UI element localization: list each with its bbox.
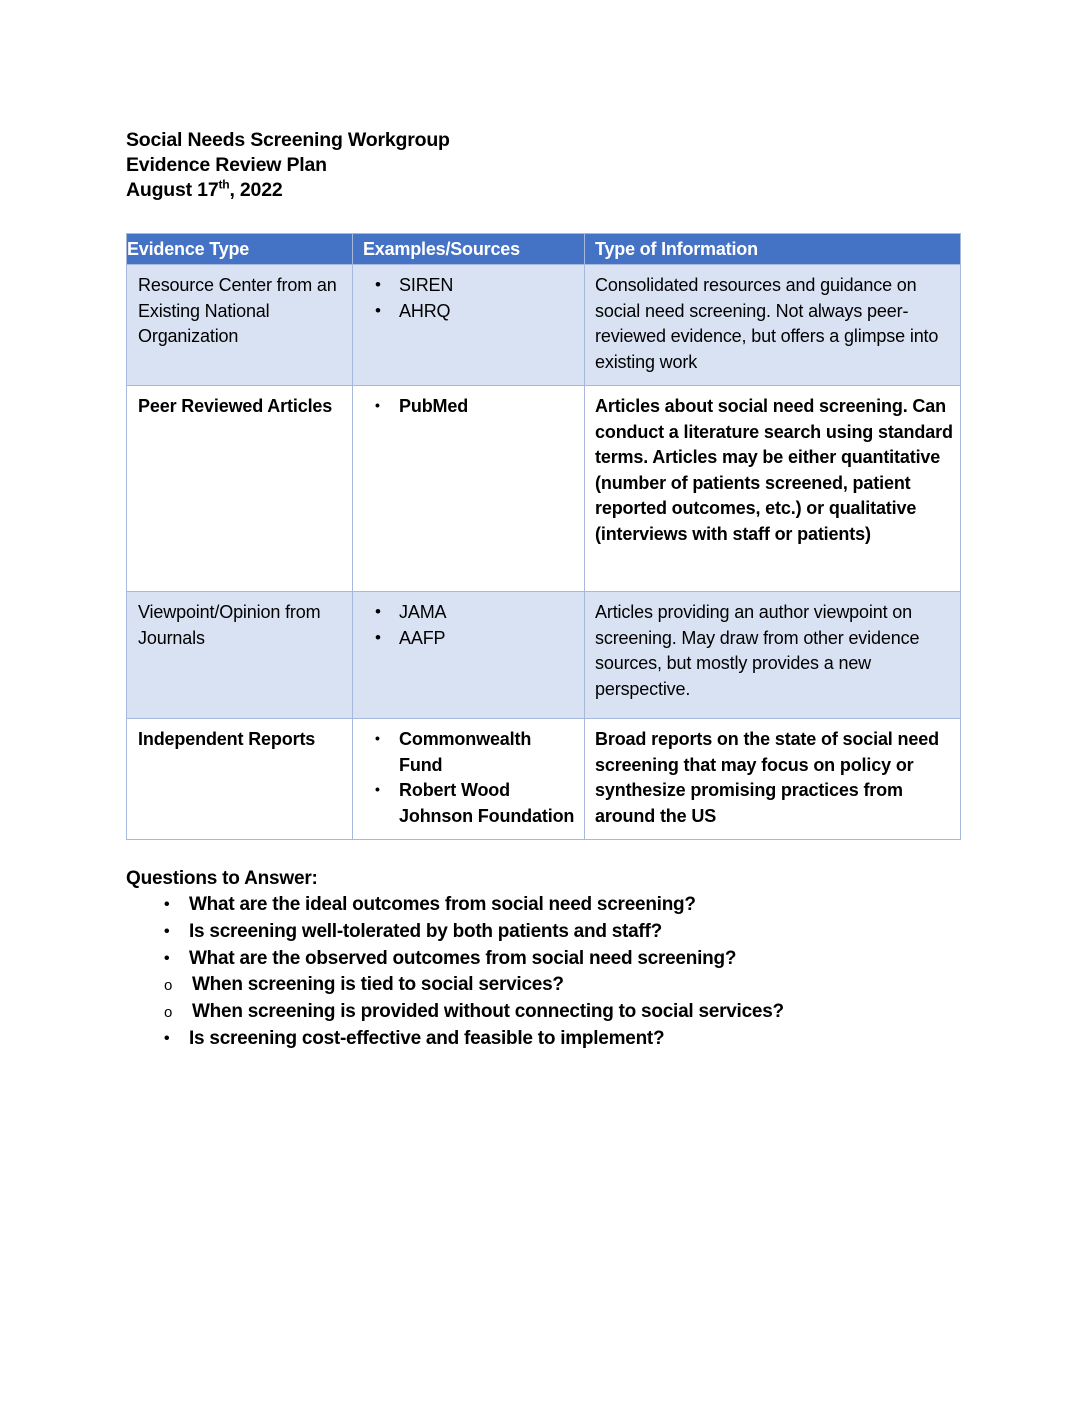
evidence-type-text: Independent Reports	[138, 729, 316, 749]
date-prefix: August 17	[126, 179, 219, 201]
information-text: Articles about social need screening. Can conduct a literature search using standard terms. Articles may be either quantitative (number of patients screened, patient reported outcomes, etc.) or qualitative (interviews with staff or patients)	[595, 396, 953, 544]
examples-list	[359, 600, 576, 651]
evidence-type-text: Peer Reviewed Articles	[138, 396, 333, 416]
cell-type-of-information	[585, 592, 961, 719]
table-header	[127, 234, 961, 265]
examples-list-wrapper	[353, 592, 584, 661]
list-item: • SIREN	[359, 273, 576, 299]
information-text: Broad reports on the state of social need screening that may focus on policy or synthesize promising practices from around the US	[595, 729, 939, 826]
table-body	[127, 265, 961, 840]
cell-type-of-information	[585, 719, 961, 840]
table-header-row	[127, 234, 961, 265]
cell-type-of-information	[585, 386, 961, 592]
list-item: • PubMed	[359, 394, 576, 420]
list-item: • Robert Wood Johnson Foundation	[359, 778, 576, 829]
document-date	[126, 178, 966, 203]
list-item: • AHRQ	[359, 299, 576, 325]
date-year: , 2022	[229, 179, 283, 201]
list-item: • AAFP	[359, 626, 576, 652]
document-subtitle: Evidence Review Plan	[126, 154, 327, 176]
document-heading	[126, 128, 966, 203]
questions-heading: Questions to Answer:	[126, 868, 318, 889]
list-item-text: What are the observed outcomes from social need screening?	[189, 947, 737, 969]
cell-evidence-type	[127, 719, 353, 840]
cell-examples-sources	[353, 592, 585, 719]
list-item: o When screening is tied to social services?	[126, 972, 966, 999]
cell-evidence-type	[127, 265, 353, 386]
list-item: o When screening is provided without connecting to social services?	[126, 999, 966, 1026]
list-item: • Is screening cost-effective and feasible to implement?	[126, 1026, 966, 1053]
table-row	[127, 592, 961, 719]
column-header-type-of-information: Type of Information	[585, 234, 961, 265]
examples-list	[359, 394, 576, 420]
examples-list	[359, 727, 576, 829]
list-item	[126, 946, 966, 973]
information-text: Consolidated resources and guidance on social need screening. Not always peer-reviewed evidence, but offers a glimpse into existing work	[595, 275, 939, 372]
evidence-review-table	[126, 233, 961, 840]
evidence-type-text: Resource Center from an Existing National Organization	[138, 275, 337, 346]
list-item: • Commonwealth Fund	[359, 727, 576, 778]
list-item: • What are the ideal outcomes from social need screening?	[126, 892, 966, 919]
column-header-evidence-type: Evidence Type	[127, 234, 353, 265]
questions-list	[126, 892, 966, 972]
examples-list-wrapper	[353, 719, 584, 839]
cell-evidence-type	[127, 592, 353, 719]
questions-section	[126, 866, 966, 1053]
table-row	[127, 719, 961, 840]
document-title: Social Needs Screening Workgroup	[126, 129, 450, 151]
cell-examples-sources	[353, 719, 585, 840]
cell-evidence-type	[127, 386, 353, 592]
list-item: • JAMA	[359, 600, 576, 626]
examples-list	[359, 273, 576, 324]
cell-examples-sources	[353, 386, 585, 592]
questions-list-continued	[126, 1026, 966, 1053]
table-row	[127, 386, 961, 592]
table-row	[127, 265, 961, 386]
cell-examples-sources	[353, 265, 585, 386]
examples-list-wrapper	[353, 386, 584, 430]
examples-list-wrapper	[353, 265, 584, 334]
information-text: Articles providing an author viewpoint on screening. May draw from other evidence sources, but mostly provides a new perspective.	[595, 602, 920, 699]
date-ordinal-suffix: th	[218, 177, 230, 192]
list-item: • Is screening well-tolerated by both patients and staff?	[126, 919, 966, 946]
questions-sublist	[126, 972, 966, 1026]
evidence-type-text: Viewpoint/Opinion from Journals	[138, 602, 321, 648]
cell-type-of-information	[585, 265, 961, 386]
column-header-examples-sources: Examples/Sources	[353, 234, 585, 265]
